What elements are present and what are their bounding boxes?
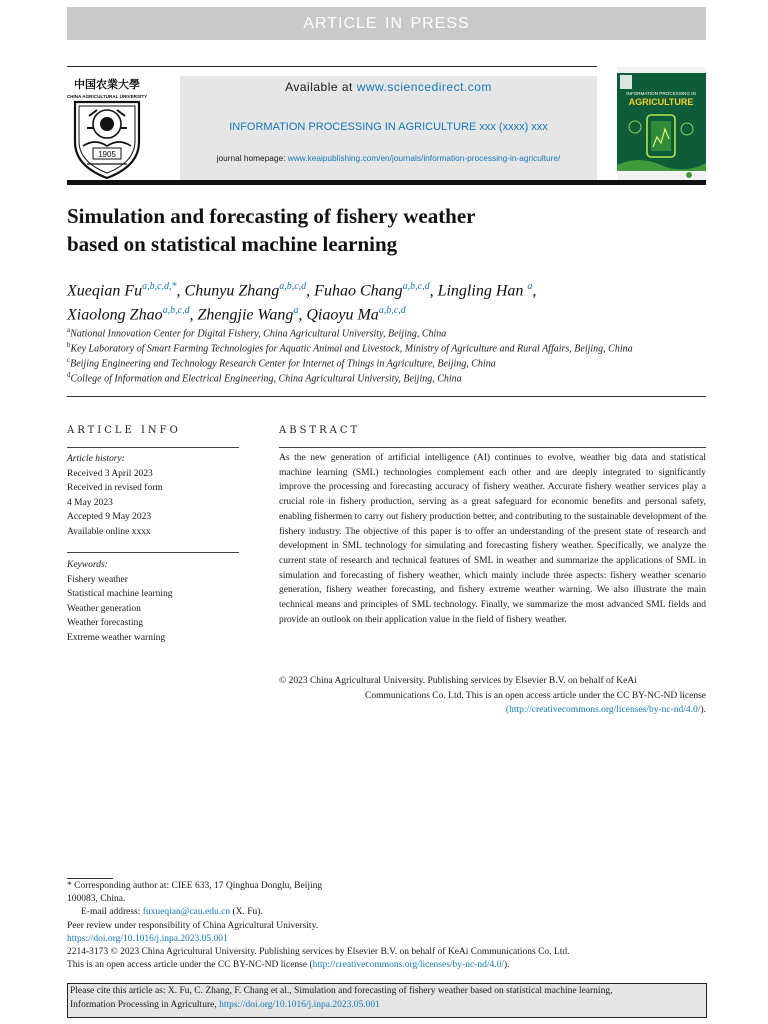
author-name[interactable]: Fuhao Chang bbox=[314, 282, 403, 300]
citation-line-1: Please cite this article as: X. Fu, C. Zhang, F. Chang et al., Simulation and forecasting of fishery weather based on statistical machine learning, bbox=[70, 986, 613, 996]
homepage-prefix: journal homepage: bbox=[216, 153, 288, 163]
university-logo bbox=[67, 76, 147, 180]
author-name[interactable]: Qiaoyu Ma bbox=[306, 306, 379, 324]
author-name[interactable]: Xueqian Fu bbox=[67, 282, 143, 300]
keywords-label: Keywords: bbox=[67, 560, 108, 570]
doi-line bbox=[67, 933, 707, 946]
journal-cover-image bbox=[617, 67, 706, 180]
author-separator: , bbox=[176, 282, 185, 300]
history-item: Accepted 9 May 2023 bbox=[67, 512, 152, 522]
title-line-2: based on statistical machine learning bbox=[67, 232, 398, 256]
affiliation-text: Key Laboratory of Smart Farming Technologies for Aquatic Animal and Livestock, Ministry of Agriculture and Rural Affairs, Beijing, China bbox=[70, 343, 633, 355]
history-item: Received in revised form bbox=[67, 483, 163, 493]
article-in-press-banner: ARTICLE IN PRESS bbox=[67, 7, 706, 40]
author-affiliation-marks[interactable]: a,b,c,d bbox=[162, 305, 190, 317]
keyword-item: Statistical machine learning bbox=[67, 589, 173, 599]
copyright-line-1: © 2023 China Agricultural University. Publishing services by Elsevier B.V. on behalf of KeAi bbox=[279, 676, 637, 686]
section-rule bbox=[67, 396, 706, 397]
author-affiliation-marks[interactable]: a,b,c,d bbox=[378, 305, 406, 317]
footnote-rule bbox=[67, 878, 113, 879]
abstract-heading: ABSTRACT bbox=[279, 425, 361, 436]
history-item: 4 May 2023 bbox=[67, 497, 113, 508]
journal-homepage-link[interactable]: www.keaipublishing.com/en/journals/information-processing-in-agriculture/ bbox=[287, 153, 561, 163]
author-affiliation-marks[interactable]: a bbox=[527, 281, 533, 292]
copyright-end: ). bbox=[700, 705, 706, 716]
history-item: Available online xxxx bbox=[67, 526, 151, 537]
author-name[interactable]: Zhengjie Wang bbox=[197, 306, 294, 324]
journal-name: INFORMATION PROCESSING IN AGRICULTURE xxx (xxxx) xxx bbox=[229, 121, 548, 133]
affiliation-mark: a bbox=[67, 326, 71, 334]
affiliation-text: National Innovation Center for Digital Fishery, China Agricultural University, Beijing, China bbox=[70, 328, 447, 340]
history-label: Article history: bbox=[67, 454, 125, 464]
cover-title-small: INFORMATION PROCESSING IN bbox=[626, 91, 696, 96]
copyright-line-3 bbox=[279, 703, 706, 718]
author-separator: , bbox=[532, 282, 537, 300]
affiliation-mark: b bbox=[67, 341, 71, 349]
citation-journal: Information Processing in Agriculture, bbox=[70, 999, 220, 1010]
corresponding-author-line: * Corresponding author at: CIEE 633, 17 Qinghua Donglu, Beijing bbox=[67, 881, 323, 891]
affiliation-c bbox=[67, 356, 767, 369]
author-affiliation-marks[interactable]: a,b,c,d bbox=[402, 281, 430, 292]
license-suffix: ). bbox=[504, 960, 510, 971]
logo-year: 1905 bbox=[98, 150, 116, 159]
keyword-item: Weather generation bbox=[67, 603, 141, 614]
title-line-1: Simulation and forecasting of fishery weather bbox=[67, 204, 476, 228]
affiliation-text: College of Information and Electrical Engineering, China Agricultural University, Beijing, China bbox=[70, 373, 462, 385]
logo-chinese-text: 中国农業大學 bbox=[74, 79, 140, 91]
author-separator: , bbox=[429, 282, 438, 300]
issn-line: 2214-3173 © 2023 China Agricultural University. Publishing services by Elsevier B.V. on behalf of KeAi Communications Co. Ltd. bbox=[67, 947, 570, 958]
article-history bbox=[67, 452, 239, 539]
sciencedirect-link[interactable]: www.sciencedirect.com bbox=[356, 80, 492, 94]
author-affiliation-marks[interactable]: a,b,c,d,* bbox=[142, 281, 177, 292]
corresponding-author-line-2: 100083, China. bbox=[67, 894, 126, 905]
affiliation-text: Beijing Engineering and Technology Research Center for Internet of Things in Agriculture, Beijing, China bbox=[70, 358, 496, 370]
header-top-rule bbox=[67, 66, 597, 67]
affiliation-a bbox=[67, 326, 767, 339]
article-info-rule bbox=[67, 447, 239, 448]
abstract-text: As the new generation of artificial intelligence (AI) continues to evolve, weather big data and statistical machine learning (SML) technologies complement each other and are deeply integrated to significantly improve the processing and forecasting accuracy of fishery weather. Accurate fishery weather services play a crucial role in fishery production, serving as a great safeguard for economic benefits and personal safety, enabling fishermen to carry out fishery production better, and contributing to the sustainable development of the fishery industry. The objective of this paper is to offer an understanding of the present state of research and development in SML technology for simulating and forecasting fishery weather. Specifically, we analyze the current state of research and technical features of SML in weather and summarize the applications of SML in simulation and forecasting of fishery weather, which mainly include three aspects: fishery weather scenario generation, fishery weather forecasting, and fishery extreme weather warning. We also illustrate the main technical means and principles of SML technology. Finally, we summarize the most advanced SML fields and provide an outlook on their application value in the field of fishery weather. bbox=[279, 453, 706, 625]
citation-text bbox=[70, 985, 705, 1012]
author-line-1 bbox=[67, 277, 727, 301]
affiliation-b bbox=[67, 341, 767, 354]
keywords-list bbox=[67, 558, 239, 645]
license-url-link[interactable]: http://creativecommons.org/licenses/by-nc-nd/4.0/ bbox=[312, 960, 504, 971]
author-separator: , bbox=[298, 306, 307, 324]
author-list bbox=[67, 277, 727, 326]
author-affiliation-marks[interactable]: a,b,c,d bbox=[279, 281, 307, 292]
abstract-copyright bbox=[279, 674, 706, 718]
citation-doi-link[interactable]: https://doi.org/10.1016/j.inpa.2023.05.001 bbox=[219, 999, 380, 1010]
doi-link[interactable]: https://doi.org/10.1016/j.inpa.2023.05.001 bbox=[67, 933, 228, 944]
author-separator: , bbox=[306, 282, 315, 300]
license-line bbox=[67, 959, 707, 972]
affiliation-mark: c bbox=[67, 356, 71, 364]
license-prefix: This is an open access article under the CC BY-NC-ND license ( bbox=[67, 960, 313, 971]
author-line-2 bbox=[67, 301, 727, 325]
history-item: Received 3 April 2023 bbox=[67, 468, 153, 479]
journal-homepage-line bbox=[180, 153, 597, 163]
keyword-item: Extreme weather warning bbox=[67, 632, 166, 643]
abstract-rule bbox=[279, 447, 706, 448]
author-name[interactable]: Lingling Han bbox=[437, 282, 524, 300]
article-title bbox=[67, 202, 627, 258]
email-label: E-mail address: bbox=[81, 907, 143, 918]
author-affiliation-marks[interactable]: a bbox=[293, 305, 299, 317]
affiliation-mark: d bbox=[67, 371, 71, 379]
author-separator: , bbox=[189, 306, 198, 324]
email-link[interactable]: fuxueqian@cau.edu.cn bbox=[142, 907, 231, 918]
keywords-rule bbox=[67, 552, 239, 553]
email-suffix: (X. Fu). bbox=[230, 907, 263, 918]
keyword-item: Weather forecasting bbox=[67, 618, 143, 628]
peer-review-line: Peer review under responsibility of China Agricultural University. bbox=[67, 920, 319, 931]
copyright-line-2: Communications Co. Ltd. This is an open access article under the CC BY-NC-ND license bbox=[365, 690, 706, 701]
license-link[interactable]: (http://creativecommons.org/licenses/by-nc-nd/4.0/ bbox=[505, 705, 701, 716]
logo-caption-text: CHINA AGRICULTURAL UNIVERSITY bbox=[67, 94, 147, 99]
available-prefix: Available at bbox=[285, 80, 357, 94]
footnotes bbox=[67, 880, 707, 972]
available-at-line bbox=[180, 80, 597, 94]
header-thick-rule bbox=[67, 180, 706, 185]
email-line bbox=[67, 906, 707, 919]
author-name[interactable]: Xiaolong Zhao bbox=[67, 306, 163, 324]
author-name[interactable]: Chunyu Zhang bbox=[184, 282, 280, 300]
citation-line-2 bbox=[70, 999, 705, 1013]
keyword-item: Fishery weather bbox=[67, 574, 128, 585]
cover-title-big: AGRICULTURE bbox=[628, 97, 694, 107]
article-info-heading: ARTICLE INFO bbox=[67, 425, 181, 436]
affiliation-d bbox=[67, 371, 767, 384]
